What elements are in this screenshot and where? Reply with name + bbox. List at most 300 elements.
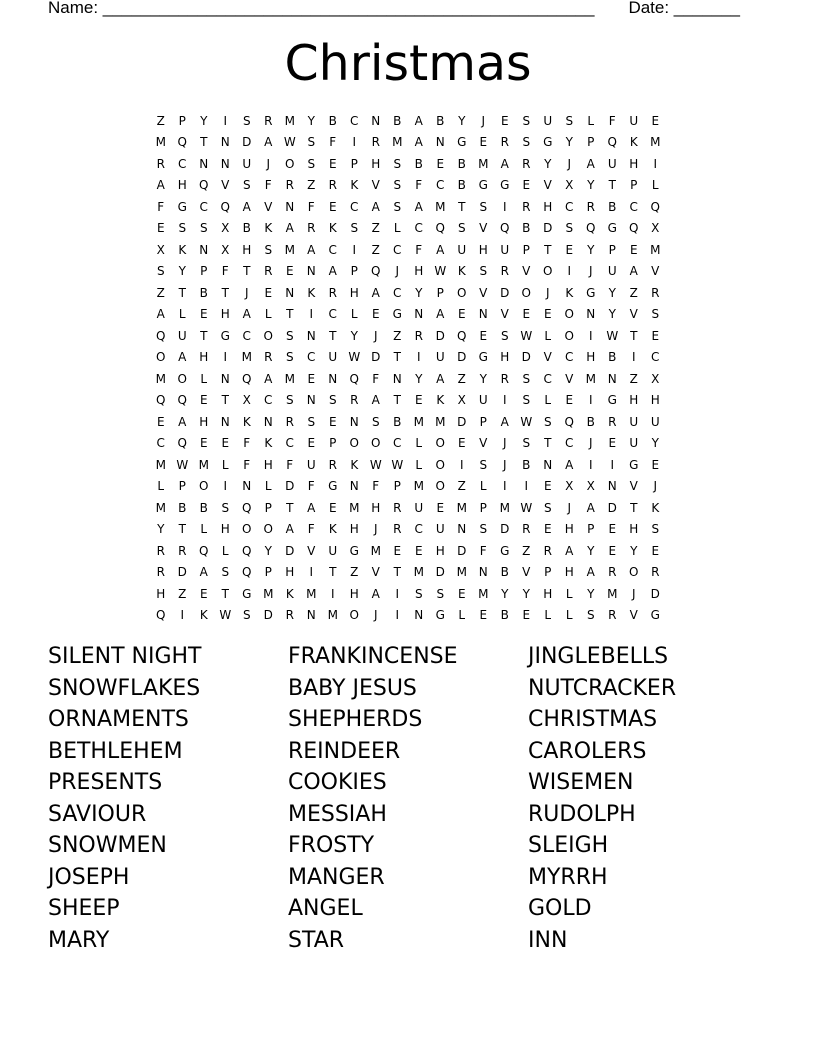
grid-letter: K xyxy=(264,221,273,236)
grid-letter: D xyxy=(177,565,187,580)
grid-letter: A xyxy=(156,178,165,193)
grid-letter: E xyxy=(479,608,488,623)
grid-letter: B xyxy=(178,500,187,515)
grid-letter: B xyxy=(414,156,423,171)
grid-letter: N xyxy=(349,479,359,494)
grid-letter: Y xyxy=(608,307,616,322)
grid-letter: G xyxy=(543,135,553,150)
grid-letter: I xyxy=(502,199,507,214)
grid-letter: K xyxy=(565,285,574,300)
grid-letter: I xyxy=(610,457,615,472)
grid-letter: K xyxy=(307,285,316,300)
grid-letter: O xyxy=(177,371,187,386)
grid-letter: C xyxy=(565,199,574,214)
grid-letter: F xyxy=(307,522,315,537)
grid-letter: J xyxy=(631,586,636,601)
grid-letter: H xyxy=(242,242,252,257)
grid-letter: J xyxy=(266,156,271,171)
grid-letter: R xyxy=(608,565,617,580)
grid-letter: F xyxy=(372,479,380,494)
grid-letter: T xyxy=(630,328,638,343)
grid-letter: Y xyxy=(587,586,595,601)
grid-letter: R xyxy=(328,457,337,472)
grid-letter: L xyxy=(264,307,272,322)
grid-letter: A xyxy=(242,199,251,214)
grid-letter: A xyxy=(414,135,423,150)
grid-letter: A xyxy=(436,371,445,386)
grid-letter: H xyxy=(220,307,230,322)
grid-letter: V xyxy=(500,307,509,322)
grid-letter: Q xyxy=(199,178,209,193)
grid-letter: Y xyxy=(651,436,659,451)
grid-letter: I xyxy=(588,328,593,343)
grid-letter: W xyxy=(369,457,382,472)
grid-letter: P xyxy=(178,113,186,128)
grid-letter: R xyxy=(586,199,595,214)
grid-letter: S xyxy=(221,500,230,515)
grid-letter: S xyxy=(264,242,273,257)
grid-letter: S xyxy=(457,221,466,236)
grid-letter: G xyxy=(478,350,488,365)
grid-letter: E xyxy=(414,543,423,558)
grid-letter: U xyxy=(607,156,617,171)
grid-letter: G xyxy=(478,178,488,193)
grid-letter: M xyxy=(327,608,338,623)
word-list-item: GOLD xyxy=(528,896,592,921)
grid-letter: S xyxy=(328,393,337,408)
grid-letter: D xyxy=(500,522,510,537)
grid-letter: Y xyxy=(522,586,530,601)
grid-letter: R xyxy=(328,178,337,193)
grid-letter: E xyxy=(651,328,660,343)
grid-letter: T xyxy=(221,586,229,601)
grid-letter: D xyxy=(285,479,295,494)
grid-letter: N xyxy=(220,371,230,386)
grid-letter: S xyxy=(371,414,380,429)
grid-letter: E xyxy=(651,543,660,558)
grid-letter: A xyxy=(178,414,187,429)
word-list-item: JINGLEBELLS xyxy=(528,644,669,669)
grid-letter: G xyxy=(435,608,445,623)
grid-letter: I xyxy=(223,350,228,365)
grid-letter: Y xyxy=(630,543,638,558)
grid-letter: H xyxy=(220,522,230,537)
grid-letter: I xyxy=(395,608,400,623)
grid-letter: V xyxy=(629,307,638,322)
grid-letter: A xyxy=(586,156,595,171)
grid-letter: E xyxy=(328,414,337,429)
grid-letter: N xyxy=(242,479,252,494)
grid-letter: E xyxy=(307,436,316,451)
grid-letter: T xyxy=(329,565,337,580)
grid-letter: B xyxy=(500,565,509,580)
grid-letter: D xyxy=(285,543,295,558)
grid-letter: T xyxy=(178,522,186,537)
grid-letter: U xyxy=(478,393,488,408)
grid-letter: L xyxy=(544,393,552,408)
grid-letter: C xyxy=(328,242,337,257)
grid-letter: R xyxy=(264,350,273,365)
grid-letter: L xyxy=(479,479,487,494)
grid-letter: C xyxy=(393,285,402,300)
grid-letter: A xyxy=(156,307,165,322)
grid-letter: E xyxy=(328,156,337,171)
grid-letter: E xyxy=(436,500,445,515)
grid-letter: S xyxy=(436,586,445,601)
grid-letter: I xyxy=(567,264,572,279)
grid-letter: G xyxy=(349,543,359,558)
grid-letter: O xyxy=(349,608,359,623)
grid-letter: O xyxy=(199,479,209,494)
grid-letter: S xyxy=(242,178,251,193)
grid-letter: K xyxy=(629,135,638,150)
grid-letter: H xyxy=(371,156,381,171)
word-list-item: SLEIGH xyxy=(528,833,609,858)
grid-letter: E xyxy=(393,543,402,558)
grid-letter: C xyxy=(178,156,187,171)
grid-letter: Q xyxy=(500,221,510,236)
grid-letter: E xyxy=(199,393,208,408)
grid-letter: N xyxy=(392,371,402,386)
grid-letter: G xyxy=(392,307,402,322)
grid-letter: V xyxy=(307,543,316,558)
grid-letter: N xyxy=(220,135,230,150)
grid-letter: U xyxy=(607,264,617,279)
grid-letter: F xyxy=(329,135,337,150)
grid-letter: O xyxy=(156,350,166,365)
grid-letter: G xyxy=(457,135,467,150)
grid-letter: R xyxy=(264,264,273,279)
grid-letter: O xyxy=(349,436,359,451)
grid-letter: A xyxy=(307,242,316,257)
grid-letter: U xyxy=(306,457,316,472)
grid-letter: M xyxy=(155,135,166,150)
grid-letter: E xyxy=(522,608,531,623)
grid-letter: T xyxy=(544,242,552,257)
grid-letter: I xyxy=(309,565,314,580)
word-list-item: PRESENTS xyxy=(48,770,163,795)
grid-letter: R xyxy=(156,565,165,580)
grid-letter: A xyxy=(586,565,595,580)
grid-letter: H xyxy=(629,156,639,171)
grid-letter: P xyxy=(200,264,208,279)
grid-letter: S xyxy=(178,221,187,236)
grid-letter: Q xyxy=(242,543,252,558)
grid-letter: H xyxy=(543,586,553,601)
grid-letter: M xyxy=(306,586,317,601)
word-list-item: SNOWFLAKES xyxy=(48,675,201,701)
word-list-item: JOSEPH xyxy=(48,864,130,890)
grid-letter: W xyxy=(176,457,189,472)
grid-letter: C xyxy=(242,328,251,343)
grid-letter: H xyxy=(349,586,359,601)
grid-letter: O xyxy=(521,285,531,300)
grid-letter: W xyxy=(520,328,533,343)
date-field-label: Date: _______ xyxy=(628,0,740,17)
grid-letter: J xyxy=(567,156,572,171)
grid-letter: J xyxy=(244,285,249,300)
grid-letter: T xyxy=(393,393,401,408)
grid-letter: I xyxy=(653,156,658,171)
grid-letter: O xyxy=(371,436,381,451)
grid-letter: A xyxy=(586,500,595,515)
grid-letter: J xyxy=(502,457,507,472)
grid-letter: O xyxy=(285,156,295,171)
grid-letter: C xyxy=(393,242,402,257)
grid-letter: A xyxy=(565,457,574,472)
grid-letter: D xyxy=(263,608,273,623)
grid-letter: Y xyxy=(587,543,595,558)
grid-letter: S xyxy=(500,328,509,343)
grid-letter: B xyxy=(393,113,402,128)
grid-letter: C xyxy=(350,113,359,128)
grid-letter: M xyxy=(370,543,381,558)
word-list-item: INN xyxy=(528,927,568,953)
grid-letter: O xyxy=(435,479,445,494)
grid-letter: E xyxy=(199,586,208,601)
grid-letter: J xyxy=(502,436,507,451)
grid-letter: X xyxy=(221,242,230,257)
grid-letter: D xyxy=(435,565,445,580)
grid-letter: P xyxy=(436,285,444,300)
grid-letter: D xyxy=(543,221,553,236)
grid-letter: U xyxy=(242,156,252,171)
grid-letter: R xyxy=(393,500,402,515)
grid-letter: Y xyxy=(178,264,186,279)
word-list-item: RUDOLPH xyxy=(528,801,636,827)
grid-letter: N xyxy=(414,307,424,322)
grid-letter: W xyxy=(391,457,404,472)
grid-letter: N xyxy=(543,457,553,472)
grid-letter: O xyxy=(564,328,574,343)
grid-letter: X xyxy=(242,393,251,408)
grid-letter: W xyxy=(348,350,361,365)
grid-letter: I xyxy=(180,608,185,623)
grid-letter: E xyxy=(156,414,165,429)
grid-letter: L xyxy=(200,522,208,537)
grid-letter: N xyxy=(220,156,230,171)
grid-letter: N xyxy=(414,608,424,623)
header xyxy=(48,0,740,19)
grid-letter: V xyxy=(479,285,488,300)
grid-letter: G xyxy=(629,457,639,472)
grid-letter: A xyxy=(436,307,445,322)
grid-letter: M xyxy=(456,565,467,580)
grid-letter: L xyxy=(178,307,186,322)
grid-letter: Y xyxy=(200,113,208,128)
grid-letter: L xyxy=(565,586,573,601)
grid-letter: I xyxy=(395,586,400,601)
page-title: Christmas xyxy=(284,35,532,92)
grid-letter: T xyxy=(221,393,229,408)
grid-letter: G xyxy=(607,221,617,236)
grid-letter: Q xyxy=(457,328,467,343)
grid-letter: U xyxy=(629,436,639,451)
grid-letter: R xyxy=(651,565,660,580)
grid-letter: R xyxy=(393,522,402,537)
grid-letter: P xyxy=(608,242,616,257)
grid-letter: M xyxy=(284,113,295,128)
grid-letter: U xyxy=(629,414,639,429)
grid-letter: F xyxy=(608,113,616,128)
grid-letter: T xyxy=(243,264,251,279)
grid-letter: F xyxy=(307,199,315,214)
grid-letter: N xyxy=(478,307,488,322)
grid-letter: I xyxy=(352,242,357,257)
grid-letter: J xyxy=(588,436,593,451)
grid-letter: H xyxy=(263,457,273,472)
grid-letter: E xyxy=(522,178,531,193)
grid-letter: V xyxy=(371,565,380,580)
grid-letter: P xyxy=(350,156,358,171)
grid-letter: T xyxy=(200,328,208,343)
grid-letter: T xyxy=(286,500,294,515)
grid-letter: H xyxy=(478,242,488,257)
grid-letter: R xyxy=(285,178,294,193)
grid-letter: E xyxy=(307,371,316,386)
grid-letter: Z xyxy=(371,221,380,236)
grid-letter: O xyxy=(242,522,252,537)
grid-letter: L xyxy=(415,436,423,451)
grid-letter: U xyxy=(414,500,424,515)
grid-letter: A xyxy=(199,565,208,580)
grid-letter: Z xyxy=(629,371,638,386)
grid-letter: G xyxy=(500,178,510,193)
grid-letter: S xyxy=(522,371,531,386)
grid-letter: S xyxy=(479,264,488,279)
word-list-item: SHEEP xyxy=(48,896,120,921)
grid-letter: A xyxy=(371,199,380,214)
grid-letter: S xyxy=(543,500,552,515)
grid-letter: T xyxy=(393,565,401,580)
grid-letter: K xyxy=(651,500,660,515)
grid-letter: Z xyxy=(307,178,316,193)
grid-letter: C xyxy=(414,522,423,537)
grid-letter: H xyxy=(650,393,660,408)
grid-letter: H xyxy=(629,522,639,537)
grid-letter: N xyxy=(349,414,359,429)
grid-letter: Z xyxy=(393,328,402,343)
grid-letter: R xyxy=(651,285,660,300)
grid-letter: T xyxy=(286,307,294,322)
grid-letter: E xyxy=(651,113,660,128)
grid-letter: K xyxy=(285,586,294,601)
word-list-item: FRANKINCENSE xyxy=(288,644,458,669)
grid-letter: E xyxy=(371,307,380,322)
grid-letter: N xyxy=(478,565,488,580)
grid-letter: Z xyxy=(156,285,165,300)
grid-letter: Q xyxy=(349,371,359,386)
grid-letter: L xyxy=(393,221,401,236)
word-list xyxy=(48,641,768,956)
grid-letter: V xyxy=(479,221,488,236)
grid-letter: B xyxy=(522,457,531,472)
grid-letter: I xyxy=(309,307,314,322)
word-list-item: SAVIOUR xyxy=(48,801,147,827)
grid-letter: M xyxy=(263,586,274,601)
grid-letter: Q xyxy=(607,135,617,150)
word-list-item: MARY xyxy=(48,927,110,953)
grid-letter: A xyxy=(178,350,187,365)
word-list-item: CAROLERS xyxy=(528,738,647,764)
grid-letter: Y xyxy=(587,178,595,193)
grid-letter: S xyxy=(522,113,531,128)
grid-letter: Y xyxy=(565,135,573,150)
grid-letter: A xyxy=(629,264,638,279)
grid-letter: Y xyxy=(501,586,509,601)
word-list-item: ANGEL xyxy=(288,896,363,921)
grid-letter: C xyxy=(629,199,638,214)
grid-letter: Q xyxy=(156,608,166,623)
grid-letter: P xyxy=(630,178,638,193)
grid-letter: E xyxy=(328,500,337,515)
grid-letter: P xyxy=(350,264,358,279)
grid-letter: I xyxy=(352,135,357,150)
grid-letter: N xyxy=(220,414,230,429)
grid-letter: H xyxy=(435,543,445,558)
grid-letter: V xyxy=(264,199,273,214)
grid-letter: N xyxy=(371,113,381,128)
word-list-item: BABY JESUS xyxy=(288,675,417,701)
grid-letter: R xyxy=(285,414,294,429)
grid-letter: W xyxy=(520,500,533,515)
grid-letter: P xyxy=(264,565,272,580)
grid-letter: R xyxy=(328,285,337,300)
grid-letter: K xyxy=(199,608,208,623)
grid-letter: V xyxy=(629,479,638,494)
grid-letter: Q xyxy=(177,135,187,150)
grid-letter: E xyxy=(608,522,617,537)
grid-letter: R xyxy=(522,156,531,171)
grid-letter: D xyxy=(371,350,381,365)
grid-letter: R xyxy=(156,156,165,171)
grid-letter: L xyxy=(544,608,552,623)
grid-letter: F xyxy=(415,242,423,257)
grid-letter: D xyxy=(457,414,467,429)
grid-letter: E xyxy=(608,543,617,558)
grid-letter: K xyxy=(178,242,187,257)
grid-letter: J xyxy=(373,328,378,343)
word-list-item: NUTCRACKER xyxy=(528,675,677,701)
grid-letter: B xyxy=(500,608,509,623)
grid-letter: X xyxy=(156,242,165,257)
grid-letter: Q xyxy=(435,221,445,236)
grid-letter: R xyxy=(500,371,509,386)
grid-letter: E xyxy=(457,586,466,601)
grid-letter: B xyxy=(608,350,617,365)
grid-letter: K xyxy=(457,264,466,279)
grid-letter: A xyxy=(328,264,337,279)
grid-letter: N xyxy=(199,156,209,171)
grid-letter: B xyxy=(608,199,617,214)
letter-grid xyxy=(150,110,666,626)
grid-letter: M xyxy=(499,500,510,515)
grid-letter: X xyxy=(651,371,660,386)
grid-letter: E xyxy=(500,113,509,128)
grid-letter: B xyxy=(457,178,466,193)
grid-letter: Q xyxy=(242,371,252,386)
word-list-item: BETHLEHEM xyxy=(48,738,183,764)
grid-letter: E xyxy=(651,457,660,472)
grid-letter: M xyxy=(392,135,403,150)
grid-letter: E xyxy=(543,307,552,322)
grid-letter: G xyxy=(242,586,252,601)
grid-letter: M xyxy=(435,414,446,429)
grid-letter: B xyxy=(328,113,337,128)
grid-letter: D xyxy=(457,543,467,558)
grid-letter: P xyxy=(393,479,401,494)
grid-letter: H xyxy=(156,586,166,601)
